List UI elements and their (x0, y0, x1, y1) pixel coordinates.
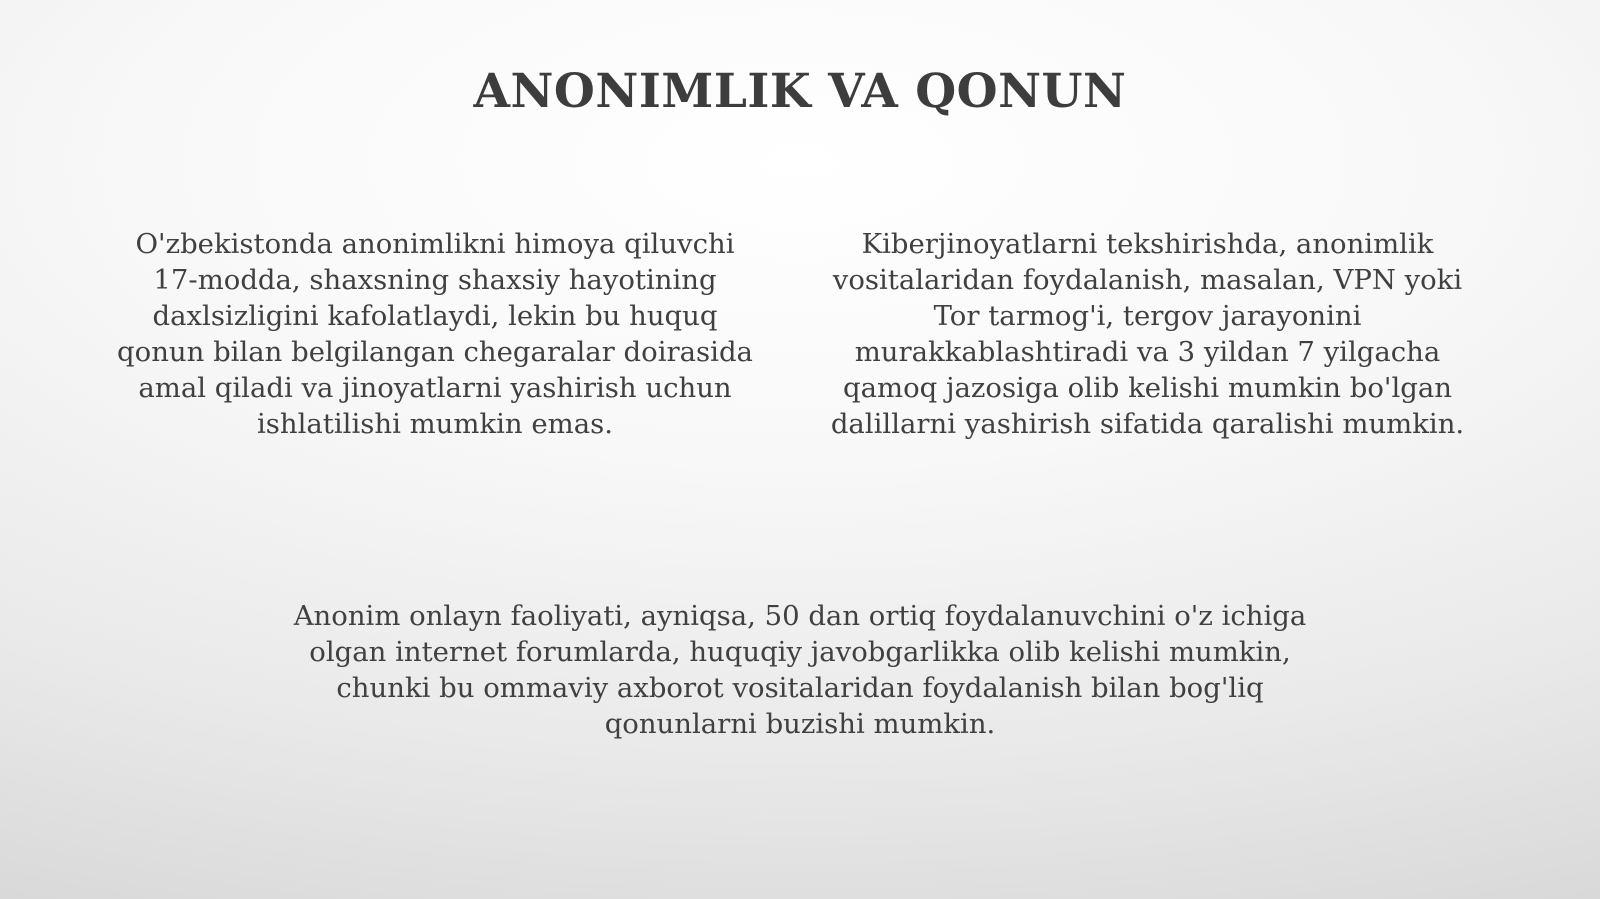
paragraph-online-forums: Anonim onlayn faoliyati, ayniqsa, 50 dan ortiq foydalanuvchini o'z ichiga olgan internet forumlarda, huquqiy javobgarlikka olib kelishi mumkin, chunki bu ommaviy axborot vositalaridan foydalanish bilan bog'liq qonunlarni buzishi mumkin. (293, 600, 1307, 740)
slide-title: ANONIMLIK VA QONUN (473, 64, 1127, 119)
paragraph-cybercrime-investigation: Kiberjinoyatlarni tekshirishda, anonimlik vositalaridan foydalanish, masalan, VPN yoki Tor tarmog'i, tergov jarayonini murakkablashtiradi va 3 yildan 7 yilgacha qamoq jazosiga olib kelishi mumkin bo'lgan dalillarni yashirish sifatida qaralishi mumkin. (830, 228, 1465, 440)
paragraph-article-17: O'zbekistonda anonimlikni himoya qiluvchi 17-modda, shaxsning shaxsiy hayotining daxlsizligini kafolatlaydi, lekin bu huquq qonun bilan belgilangan chegaralar doirasida amal qiladi va jinoyatlarni yashirish uchun ishlatilishi mumkin emas. (117, 228, 753, 440)
